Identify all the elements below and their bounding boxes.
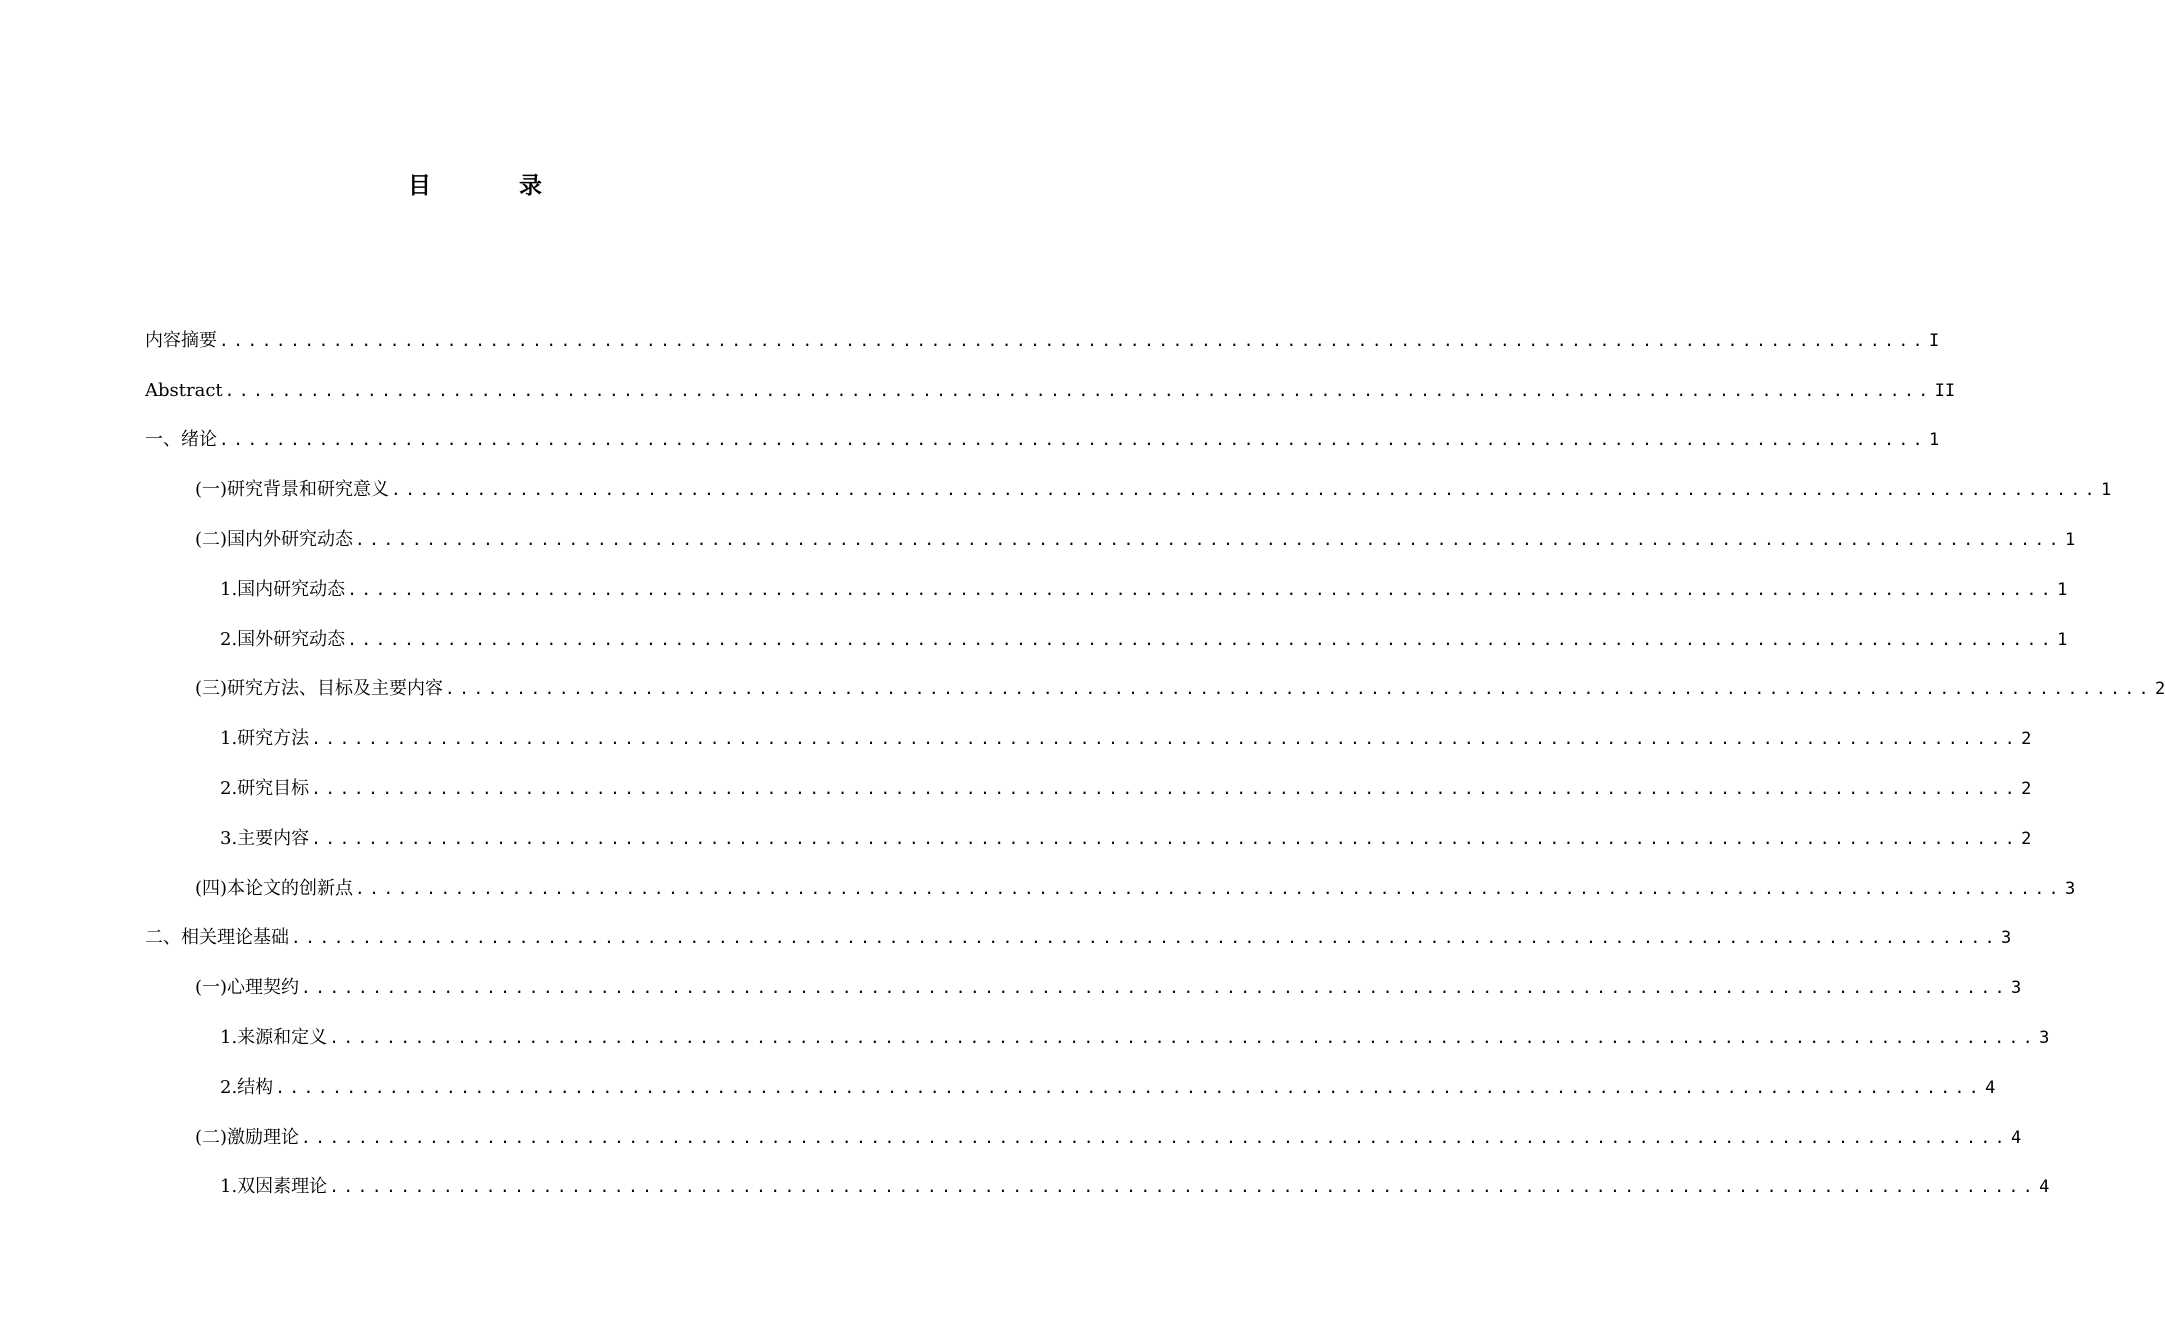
toc-entry-label: (三)研究方法、目标及主要内容	[195, 678, 444, 700]
toc-entry[interactable]	[145, 964, 2022, 1014]
toc-entry-page-number: 1	[2057, 579, 2068, 600]
toc-dot-leader: ........................................................................................................................	[219, 330, 1927, 350]
toc-dot-leader: ........................................................................................................................	[329, 1177, 2038, 1197]
toc-entry-page-number: 2	[2154, 679, 2165, 700]
toc-entry-label: (一)研究背景和研究意义	[195, 479, 390, 501]
toc-dot-leader: ........................................................................................................................	[347, 579, 2056, 599]
toc-entry-label: (二)国内外研究动态	[195, 528, 354, 550]
toc-entry[interactable]	[145, 666, 2165, 716]
toc-entry-label: (四)本论文的创新点	[195, 877, 354, 899]
toc-entry-page-number: 1	[1928, 430, 1940, 451]
toc-entry-page-number: 4	[2039, 1177, 2050, 1198]
toc-entry[interactable]	[145, 417, 1940, 467]
toc-entry-label: 内容摘要	[145, 329, 217, 351]
toc-entry[interactable]	[145, 865, 2076, 915]
toc-entry[interactable]	[145, 915, 2012, 965]
toc-dot-leader: ........................................................................................................................	[301, 1127, 2009, 1147]
toc-entry-label: 一、绪论	[145, 429, 217, 451]
toc-dot-leader: ........................................................................................................................	[347, 629, 2056, 649]
toc-entry-page-number: 2	[2021, 828, 2032, 849]
toc-entry[interactable]	[145, 715, 2032, 765]
toc-dot-leader: ........................................................................................................................	[329, 1027, 2038, 1047]
toc-entry-label: 2.结构	[220, 1076, 274, 1098]
toc-entry-label: 2.研究目标	[220, 777, 310, 799]
table-of-contents	[145, 317, 2165, 1213]
toc-entry-label: 1.国内研究动态	[220, 578, 346, 600]
toc-entry-page-number: 4	[2010, 1127, 2022, 1148]
toc-entry-page-number: I	[1928, 330, 1940, 351]
toc-entry-page-number: 3	[2039, 1027, 2050, 1048]
toc-entry-label: 1.研究方法	[220, 728, 310, 750]
toc-dot-leader: ........................................................................................................................	[224, 380, 1933, 400]
toc-entry-page-number: 1	[2064, 529, 2076, 550]
toc-entry[interactable]	[145, 1114, 2022, 1164]
toc-entry[interactable]	[145, 516, 2076, 566]
toc-entry[interactable]	[145, 367, 1956, 417]
toc-dot-leader: ........................................................................................................................	[311, 778, 2020, 798]
toc-entry[interactable]	[145, 1064, 1996, 1114]
toc-entry[interactable]	[145, 566, 2068, 616]
toc-entry[interactable]	[145, 317, 1940, 367]
toc-entry-page-number: 1	[2100, 480, 2112, 501]
toc-dot-leader: ........................................................................................................................	[291, 928, 1999, 948]
toc-entry-page-number: 3	[2000, 928, 2012, 949]
toc-dot-leader: ........................................................................................................................	[275, 1077, 1984, 1097]
toc-dot-leader: ........................................................................................................................	[219, 430, 1927, 450]
toc-dot-leader: ........................................................................................................................	[311, 729, 2020, 749]
toc-dot-leader: ........................................................................................................................	[355, 878, 2063, 898]
toc-entry[interactable]	[145, 765, 2032, 815]
toc-entry[interactable]	[145, 466, 2112, 516]
toc-dot-leader: ........................................................................................................................	[391, 480, 2099, 500]
toc-entry[interactable]	[145, 1014, 2050, 1064]
toc-entry-label: 1.双因素理论	[220, 1176, 328, 1198]
toc-entry-page-number: 3	[2064, 878, 2076, 899]
page-title: 目 录	[407, 173, 582, 199]
toc-entry-label: (一)心理契约	[195, 977, 300, 999]
toc-entry-label: Abstract	[145, 379, 223, 401]
toc-dot-leader: ........................................................................................................................	[355, 529, 2063, 549]
toc-entry-page-number: II	[1934, 380, 1956, 401]
toc-entry-page-number: 2	[2021, 778, 2032, 799]
toc-entry-label: 二、相关理论基础	[145, 927, 289, 949]
toc-entry-label: (二)激励理论	[195, 1126, 300, 1148]
toc-dot-leader: ........................................................................................................................	[311, 828, 2020, 848]
toc-entry-label: 3.主要内容	[220, 827, 310, 849]
toc-entry-page-number: 4	[1985, 1077, 1996, 1098]
toc-entry[interactable]	[145, 815, 2032, 865]
toc-dot-leader: ........................................................................................................................	[301, 978, 2009, 998]
toc-entry-page-number: 1	[2057, 629, 2068, 650]
toc-entry-page-number: 3	[2010, 978, 2022, 999]
toc-entry[interactable]	[145, 1164, 2050, 1214]
toc-entry-label: 2.国外研究动态	[220, 628, 346, 650]
toc-entry-label: 1.来源和定义	[220, 1026, 328, 1048]
toc-entry-page-number: 2	[2021, 729, 2032, 750]
toc-dot-leader: ........................................................................................................................	[445, 679, 2153, 699]
toc-entry[interactable]	[145, 616, 2068, 666]
